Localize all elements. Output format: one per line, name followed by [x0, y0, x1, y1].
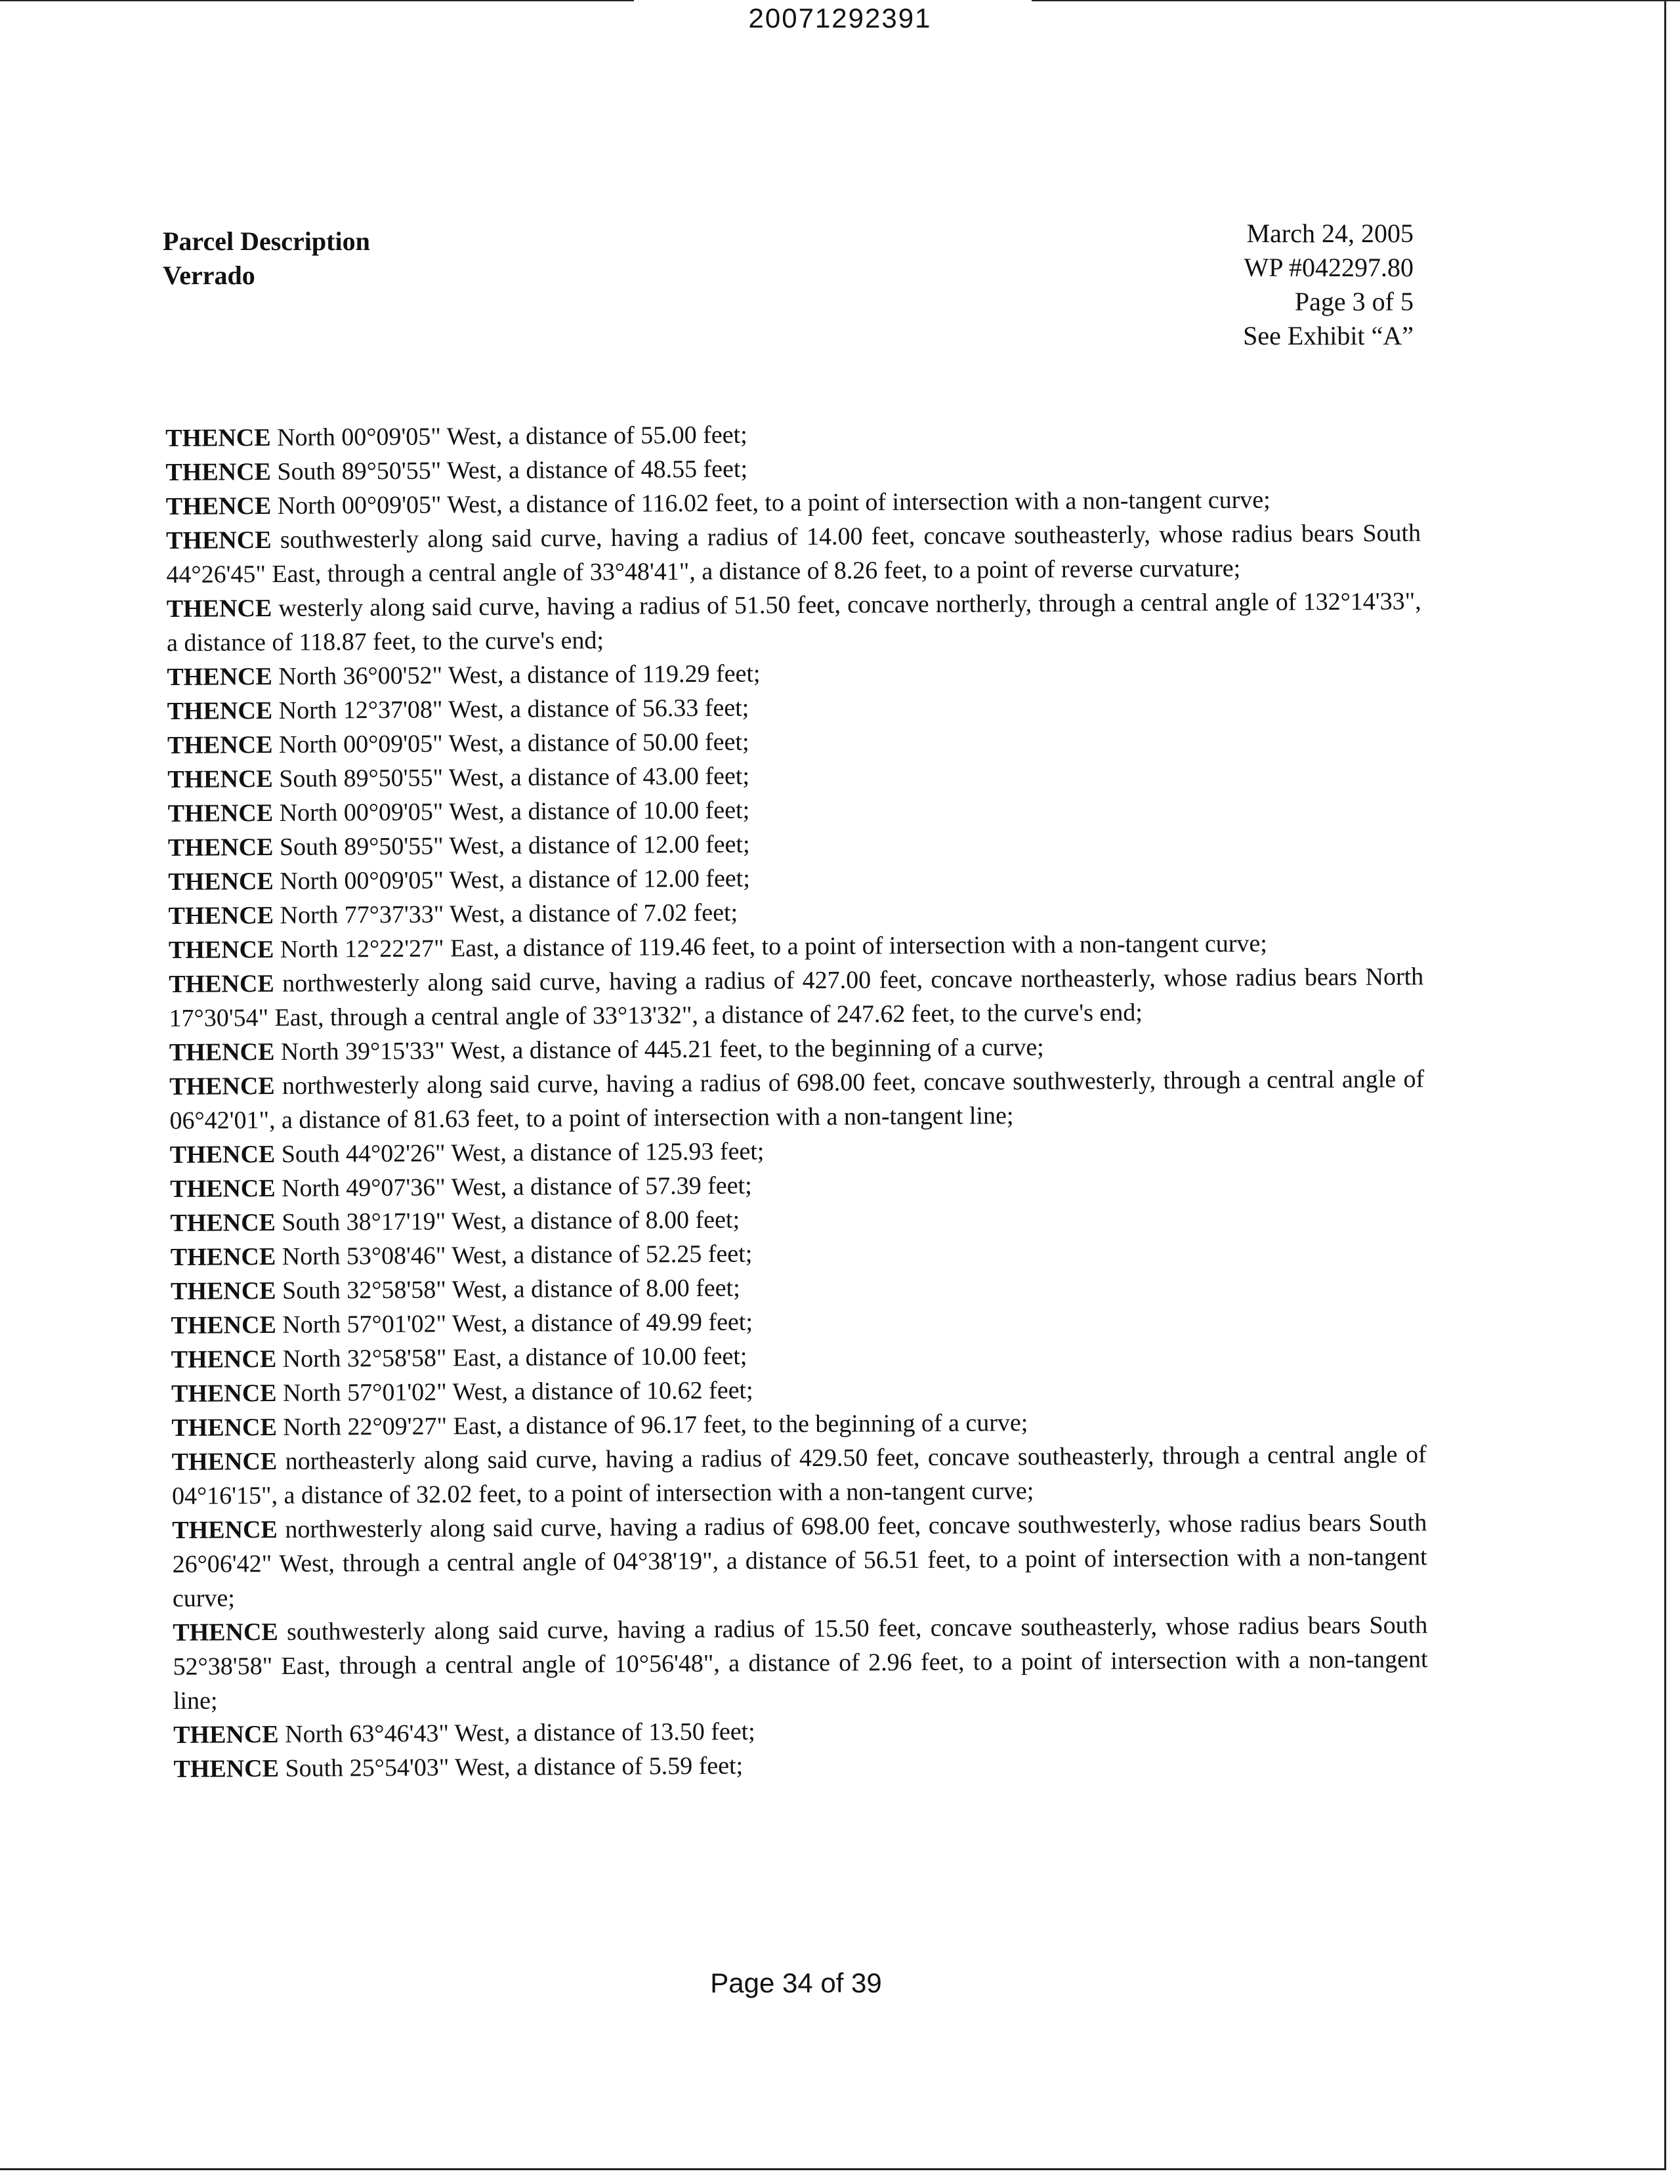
course-lead: THENCE [165, 526, 272, 555]
course-lead: THENCE [165, 458, 272, 486]
course-text: South 32°58'58" West, a distance of 8.00 feet; [282, 1274, 740, 1305]
course-line [167, 584, 1422, 660]
course-text: North 57°01'02" West, a distance of 49.99 feet; [282, 1308, 753, 1339]
course-lead: THENCE [166, 595, 272, 623]
document-date: March 24, 2005 [1246, 219, 1414, 248]
course-lead: THENCE [171, 1345, 277, 1374]
course-text: northwesterly along said curve, having a radius of 427.00 feet, concave northeasterly, whose radius bears North 17°30'54" East, through a central angle of 33°13'32", a distance of 247.62 feet, to the curve's end; [169, 963, 1424, 1032]
course-text: North 12°37'08" West, a distance of 56.33 feet; [278, 694, 749, 724]
exhibit-reference: See Exhibit “A” [1243, 321, 1414, 350]
course-text: North 77°37'33" West, a distance of 7.02 feet; [280, 898, 738, 929]
course-lead: THENCE [167, 697, 273, 725]
course-text: North 36°00'52" West, a distance of 119.29 feet; [278, 660, 761, 690]
course-lead: THENCE [170, 1276, 276, 1305]
course-lead: THENCE [167, 731, 273, 759]
course-lead: THENCE [165, 492, 272, 520]
course-lead: THENCE [169, 1038, 275, 1066]
wp-number: WP #042297.80 [1244, 253, 1414, 282]
course-text: westerly along said curve, having a radius of 51.50 feet, concave northerly, through a central angle of 132°14'33", a distance of 118.87 feet, to the curve's end; [166, 587, 1421, 657]
course-lead: THENCE [171, 1413, 277, 1442]
course-text: North 00°09'05" West, a distance of 12.00 feet; [280, 864, 750, 895]
course-lead: THENCE [169, 1140, 276, 1169]
course-text: northwesterly along said curve, having a radius of 698.00 feet, concave southwesterly, through a central angle of 06°42'01", a distance of 81.63 feet, to a point of intersection with a non-tangent line; [169, 1065, 1425, 1135]
course-lead: THENCE [170, 1242, 276, 1271]
course-text: South 89°50'55" West, a distance of 48.55 feet; [277, 455, 748, 486]
course-lead: THENCE [173, 1618, 278, 1647]
header-left [163, 224, 370, 293]
course-lead: THENCE [169, 1072, 275, 1101]
course-lead: THENCE [171, 1311, 277, 1339]
course-lead: THENCE [168, 868, 274, 896]
course-lead: THENCE [168, 936, 274, 964]
course-lead: THENCE [172, 1515, 278, 1544]
course-text: northeasterly along said curve, having a radius of 429.50 feet, concave southeasterly, through a central angle of 04°16'15", a distance of 32.02 feet, to a point of intersection with a non-tangent curve; [171, 1440, 1427, 1510]
course-lead: THENCE [171, 1447, 278, 1476]
course-text: South 89°50'55" West, a distance of 43.00 feet; [279, 762, 750, 793]
course-text: southwesterly along said curve, having a radius of 14.00 feet, concave southeasterly, whose radius bears South 44°26'45" East, through a central angle of 33°48'41", a distance of 8.26 feet, to a point of reverse curvature; [166, 519, 1421, 589]
course-text: southwesterly along said curve, having a radius of 15.50 feet, concave southeasterly, whose radius bears South 52°38'58" East, through a central angle of 10°56'48", a distance of 2.96 feet, to a point of intersection with a non-tangent line; [173, 1611, 1428, 1715]
course-lead: THENCE [170, 1208, 276, 1237]
page-footer: Page 34 of 39 [710, 1967, 882, 1998]
frame-right-border [1664, 0, 1666, 2170]
course-text: South 44°02'26" West, a distance of 125.93 feet; [281, 1137, 765, 1168]
parcel-courses [165, 413, 1429, 1786]
course-lead: THENCE [167, 799, 274, 828]
course-text: North 00°09'05" West, a distance of 116.02 feet, to a point of intersection with a non-tangent curve; [277, 486, 1270, 520]
course-lead: THENCE [165, 424, 271, 452]
course-line [172, 1437, 1427, 1513]
course-lead: THENCE [173, 1754, 280, 1783]
course-text: South 25°54'03" West, a distance of 5.59 feet; [285, 1752, 744, 1782]
course-line [173, 1608, 1428, 1718]
course-text: North 53°08'46" West, a distance of 52.25 feet; [282, 1240, 753, 1270]
course-text: North 63°46'43" West, a distance of 13.50 feet; [285, 1717, 755, 1748]
recording-number: 20071292391 [748, 3, 932, 33]
course-text: North 00°09'05" West, a distance of 55.00 feet; [277, 421, 747, 452]
frame-bottom-border [0, 2168, 1666, 2170]
course-lead: THENCE [167, 765, 273, 793]
course-lead: THENCE [168, 902, 274, 930]
course-line [173, 1744, 1428, 1786]
course-line [166, 516, 1421, 592]
course-lead: THENCE [167, 663, 272, 691]
course-text: North 12°22'27" East, a distance of 119.46 feet, to a point of intersection with a non-tangent curve; [280, 929, 1268, 963]
course-text: North 00°09'05" West, a distance of 50.00 feet; [278, 728, 749, 759]
course-lead: THENCE [173, 1720, 279, 1749]
course-text: North 57°01'02" West, a distance of 10.62 feet; [282, 1376, 753, 1407]
course-lead: THENCE [167, 833, 274, 862]
course-lead: THENCE [169, 970, 274, 998]
course-line [169, 959, 1424, 1036]
project-name: Verrado [163, 261, 255, 290]
header-right [1243, 217, 1414, 353]
course-text: North 39°15'33" West, a distance of 445.21 feet, to the beginning of a curve; [280, 1033, 1044, 1066]
course-text: North 49°07'36" West, a distance of 57.39 feet; [282, 1171, 752, 1202]
course-lead: THENCE [171, 1379, 277, 1408]
course-line [172, 1505, 1427, 1616]
course-text: South 38°17'19" West, a distance of 8.00 feet; [282, 1206, 740, 1236]
course-text: North 22°09'27" East, a distance of 96.17 feet, to the beginning of a curve; [283, 1409, 1028, 1441]
course-text: South 89°50'55" West, a distance of 12.00 feet; [279, 830, 750, 861]
document-page-number: Page 3 of 5 [1294, 287, 1414, 316]
course-text: North 32°58'58" East, a distance of 10.00 feet; [282, 1342, 747, 1373]
course-text: North 00°09'05" West, a distance of 10.00 feet; [279, 796, 750, 827]
document-title: Parcel Description [163, 226, 370, 256]
course-line [169, 1062, 1425, 1138]
course-lead: THENCE [170, 1174, 276, 1203]
course-text: northwesterly along said curve, having a radius of 698.00 feet, concave southwesterly, whose radius bears South 26°06'42" West, through a central angle of 04°38'19", a distance of 56.51 feet, to a point of intersection with a non-tangent curve; [172, 1509, 1427, 1612]
